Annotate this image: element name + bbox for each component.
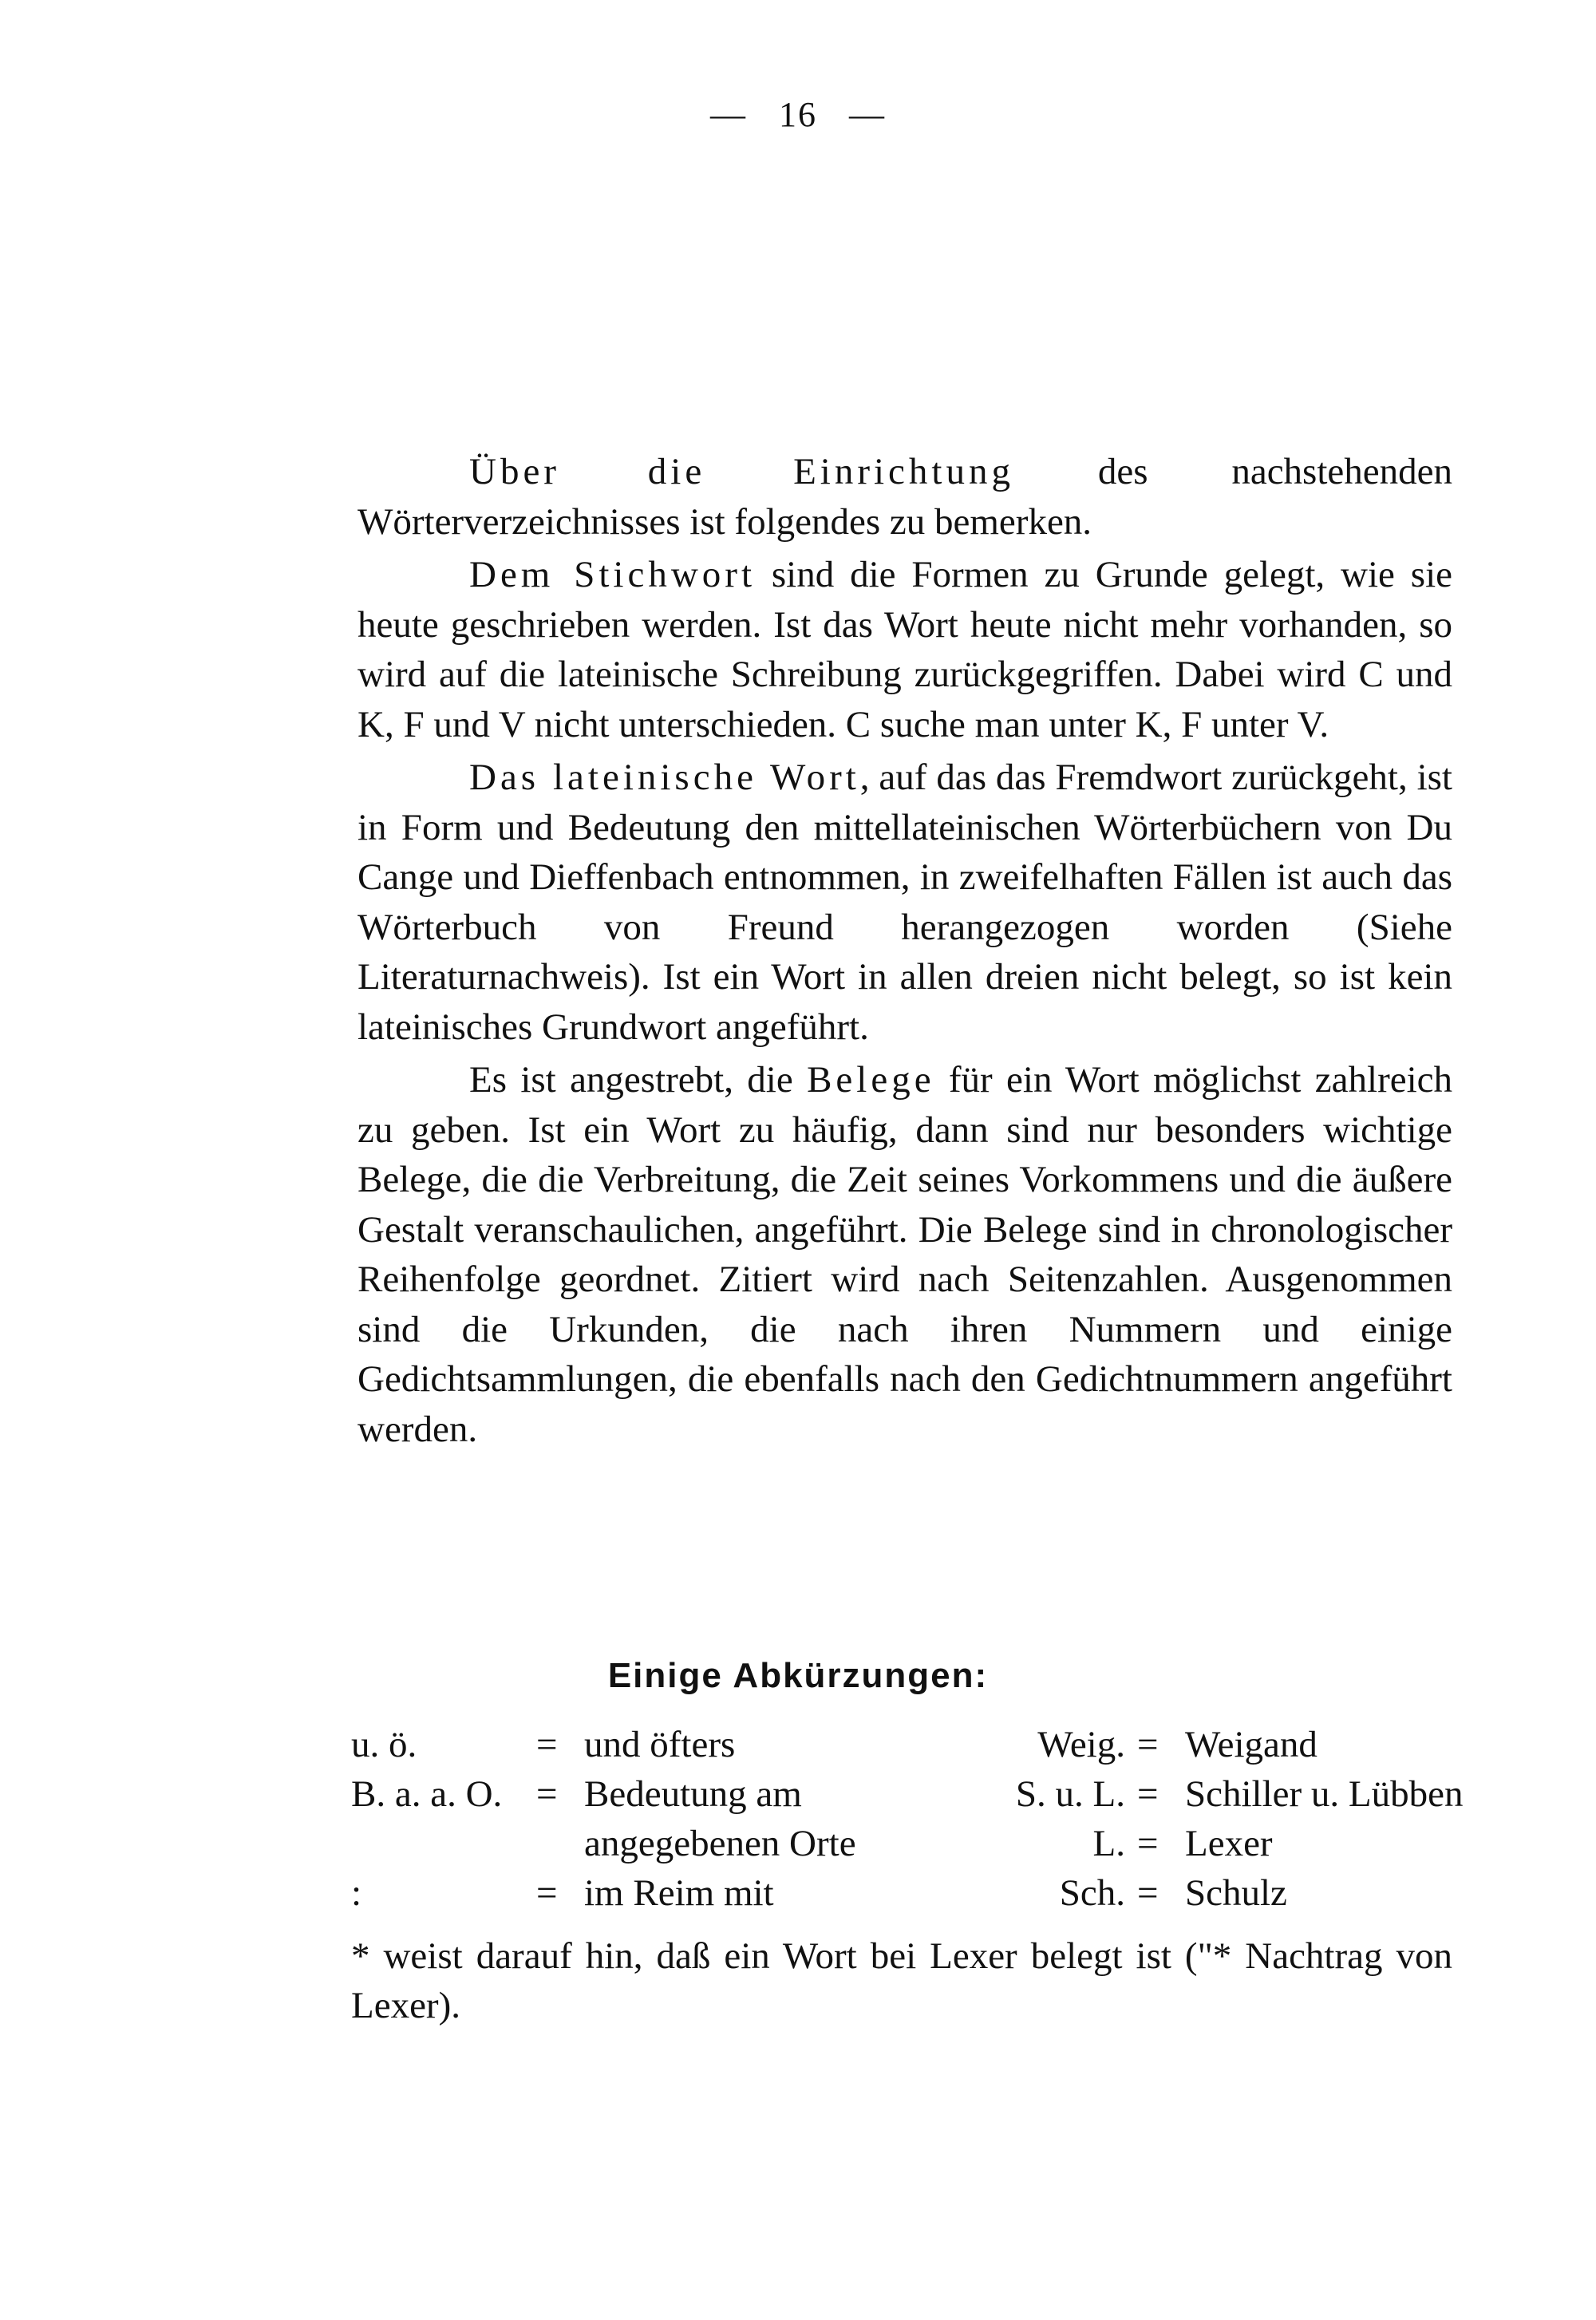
paragraph-4 <box>358 1055 1452 1454</box>
abbreviation-row <box>351 1769 1464 1819</box>
abbreviation-key: B. a. a. O. <box>351 1773 503 1815</box>
abbreviation-equals: = <box>536 1872 558 1914</box>
paragraph-3-lead: Das lateinische Wort <box>469 757 860 798</box>
paragraph-3 <box>358 753 1452 1052</box>
paragraph-2-lead: Dem Stichwort <box>469 554 757 595</box>
page-number-dash-right: — <box>849 95 886 134</box>
paragraph-4-text: für ein Wort möglichst zahlreich zu geben. Ist ein Wort zu häufig, dann sind nur besonders wichtige Belege, die die Verbreitung, die Zeit seines Vorkommens und die äußere Gestalt veranschaulichen, angeführt. Die Belege sind in chronologischer Reihenfolge geordnet. Zitiert wird nach Seitenzahlen. Ausgenommen sind die Urkunden, die nach ihren Nummern und einige Gedichtsammlungen, die ebenfalls nach den Gedichtnummern angeführt werden. <box>358 1059 1453 1450</box>
paragraph-1-lead: Über die Einrichtung <box>469 451 1014 492</box>
abbreviation-key-2: Sch. <box>1059 1872 1125 1914</box>
abbreviation-definition: angegebenen Orte <box>584 1823 856 1864</box>
abbreviation-equals: = <box>536 1773 558 1815</box>
intro-text <box>358 447 1452 1454</box>
abbreviation-equals-2: = <box>1137 1872 1159 1914</box>
page-number-dash-left: — <box>710 95 747 134</box>
page-number-value: 16 <box>779 95 817 134</box>
paragraph-3-text: , auf das das Fremdwort zurückgeht, ist in Form und Bedeutung den mittellateinischen Wörterbüchern von Du Cange und Dieffenbach entnommen, in zweifelhaften Fällen ist auch das Wörterbuch von Freund herangezogen worden (Siehe Literaturnachweis). Ist ein Wort in allen dreien nicht belegt, so ist kein lateinisches Grundwort angeführt. <box>358 757 1452 1048</box>
abbreviation-row <box>351 1868 1452 1918</box>
paragraph-4-spaced: Belege <box>807 1059 935 1101</box>
asterisk-note: * weist darauf hin, daß ein Wort bei Lexer belegt ist ("* Nachtrag von Lexer). <box>351 1935 1452 2026</box>
abbreviation-equals-2: = <box>1137 1823 1159 1864</box>
abbreviation-row <box>351 1720 1452 1769</box>
abbreviations-table <box>351 1720 1464 1918</box>
abbreviation-definition: und öfters <box>584 1724 736 1765</box>
paragraph-2 <box>358 550 1452 749</box>
abbreviation-key-2: Weig. <box>1037 1724 1125 1765</box>
abbreviation-definition: im Reim mit <box>584 1872 774 1914</box>
abbreviation-definition-2: Lexer <box>1185 1823 1273 1864</box>
abbreviation-row <box>351 1819 1452 1868</box>
abbreviation-equals: = <box>536 1724 558 1765</box>
abbreviation-key: u. ö. <box>351 1724 417 1765</box>
page-number <box>0 94 1596 135</box>
paragraph-2-text: sind die Formen zu Grunde gelegt, wie sie heute geschrieben werden. Ist das Wort heute nicht mehr vorhanden, so wird auf die lateinische Schreibung zurückgegriffen. Dabei wird C und K, F und V nicht unterschieden. C suche man unter K, F unter V. <box>358 554 1452 745</box>
abbreviation-definition: Bedeutung am <box>584 1773 802 1815</box>
paragraph-1-text: des nachstehenden Wörterverzeichnisses ist folgendes zu bemerken. <box>358 451 1452 543</box>
abbreviation-definition-2: Schulz <box>1185 1872 1287 1914</box>
abbreviation-key: : <box>351 1872 362 1914</box>
abbreviation-definition-2: Schiller u. Lübben <box>1185 1773 1464 1815</box>
abbreviation-definition-2: Weigand <box>1185 1724 1317 1765</box>
abbreviation-key-2: S. u. L. <box>1015 1773 1125 1815</box>
abbreviations-heading: Einige Abkürzungen: <box>607 1656 989 1695</box>
abbreviation-key-2: L. <box>1092 1823 1125 1864</box>
paragraph-4-pre: Es ist angestrebt, die <box>469 1059 808 1101</box>
paragraph-1 <box>358 447 1452 547</box>
abbreviation-equals-2: = <box>1137 1773 1159 1815</box>
abbreviation-equals-2: = <box>1137 1724 1159 1765</box>
